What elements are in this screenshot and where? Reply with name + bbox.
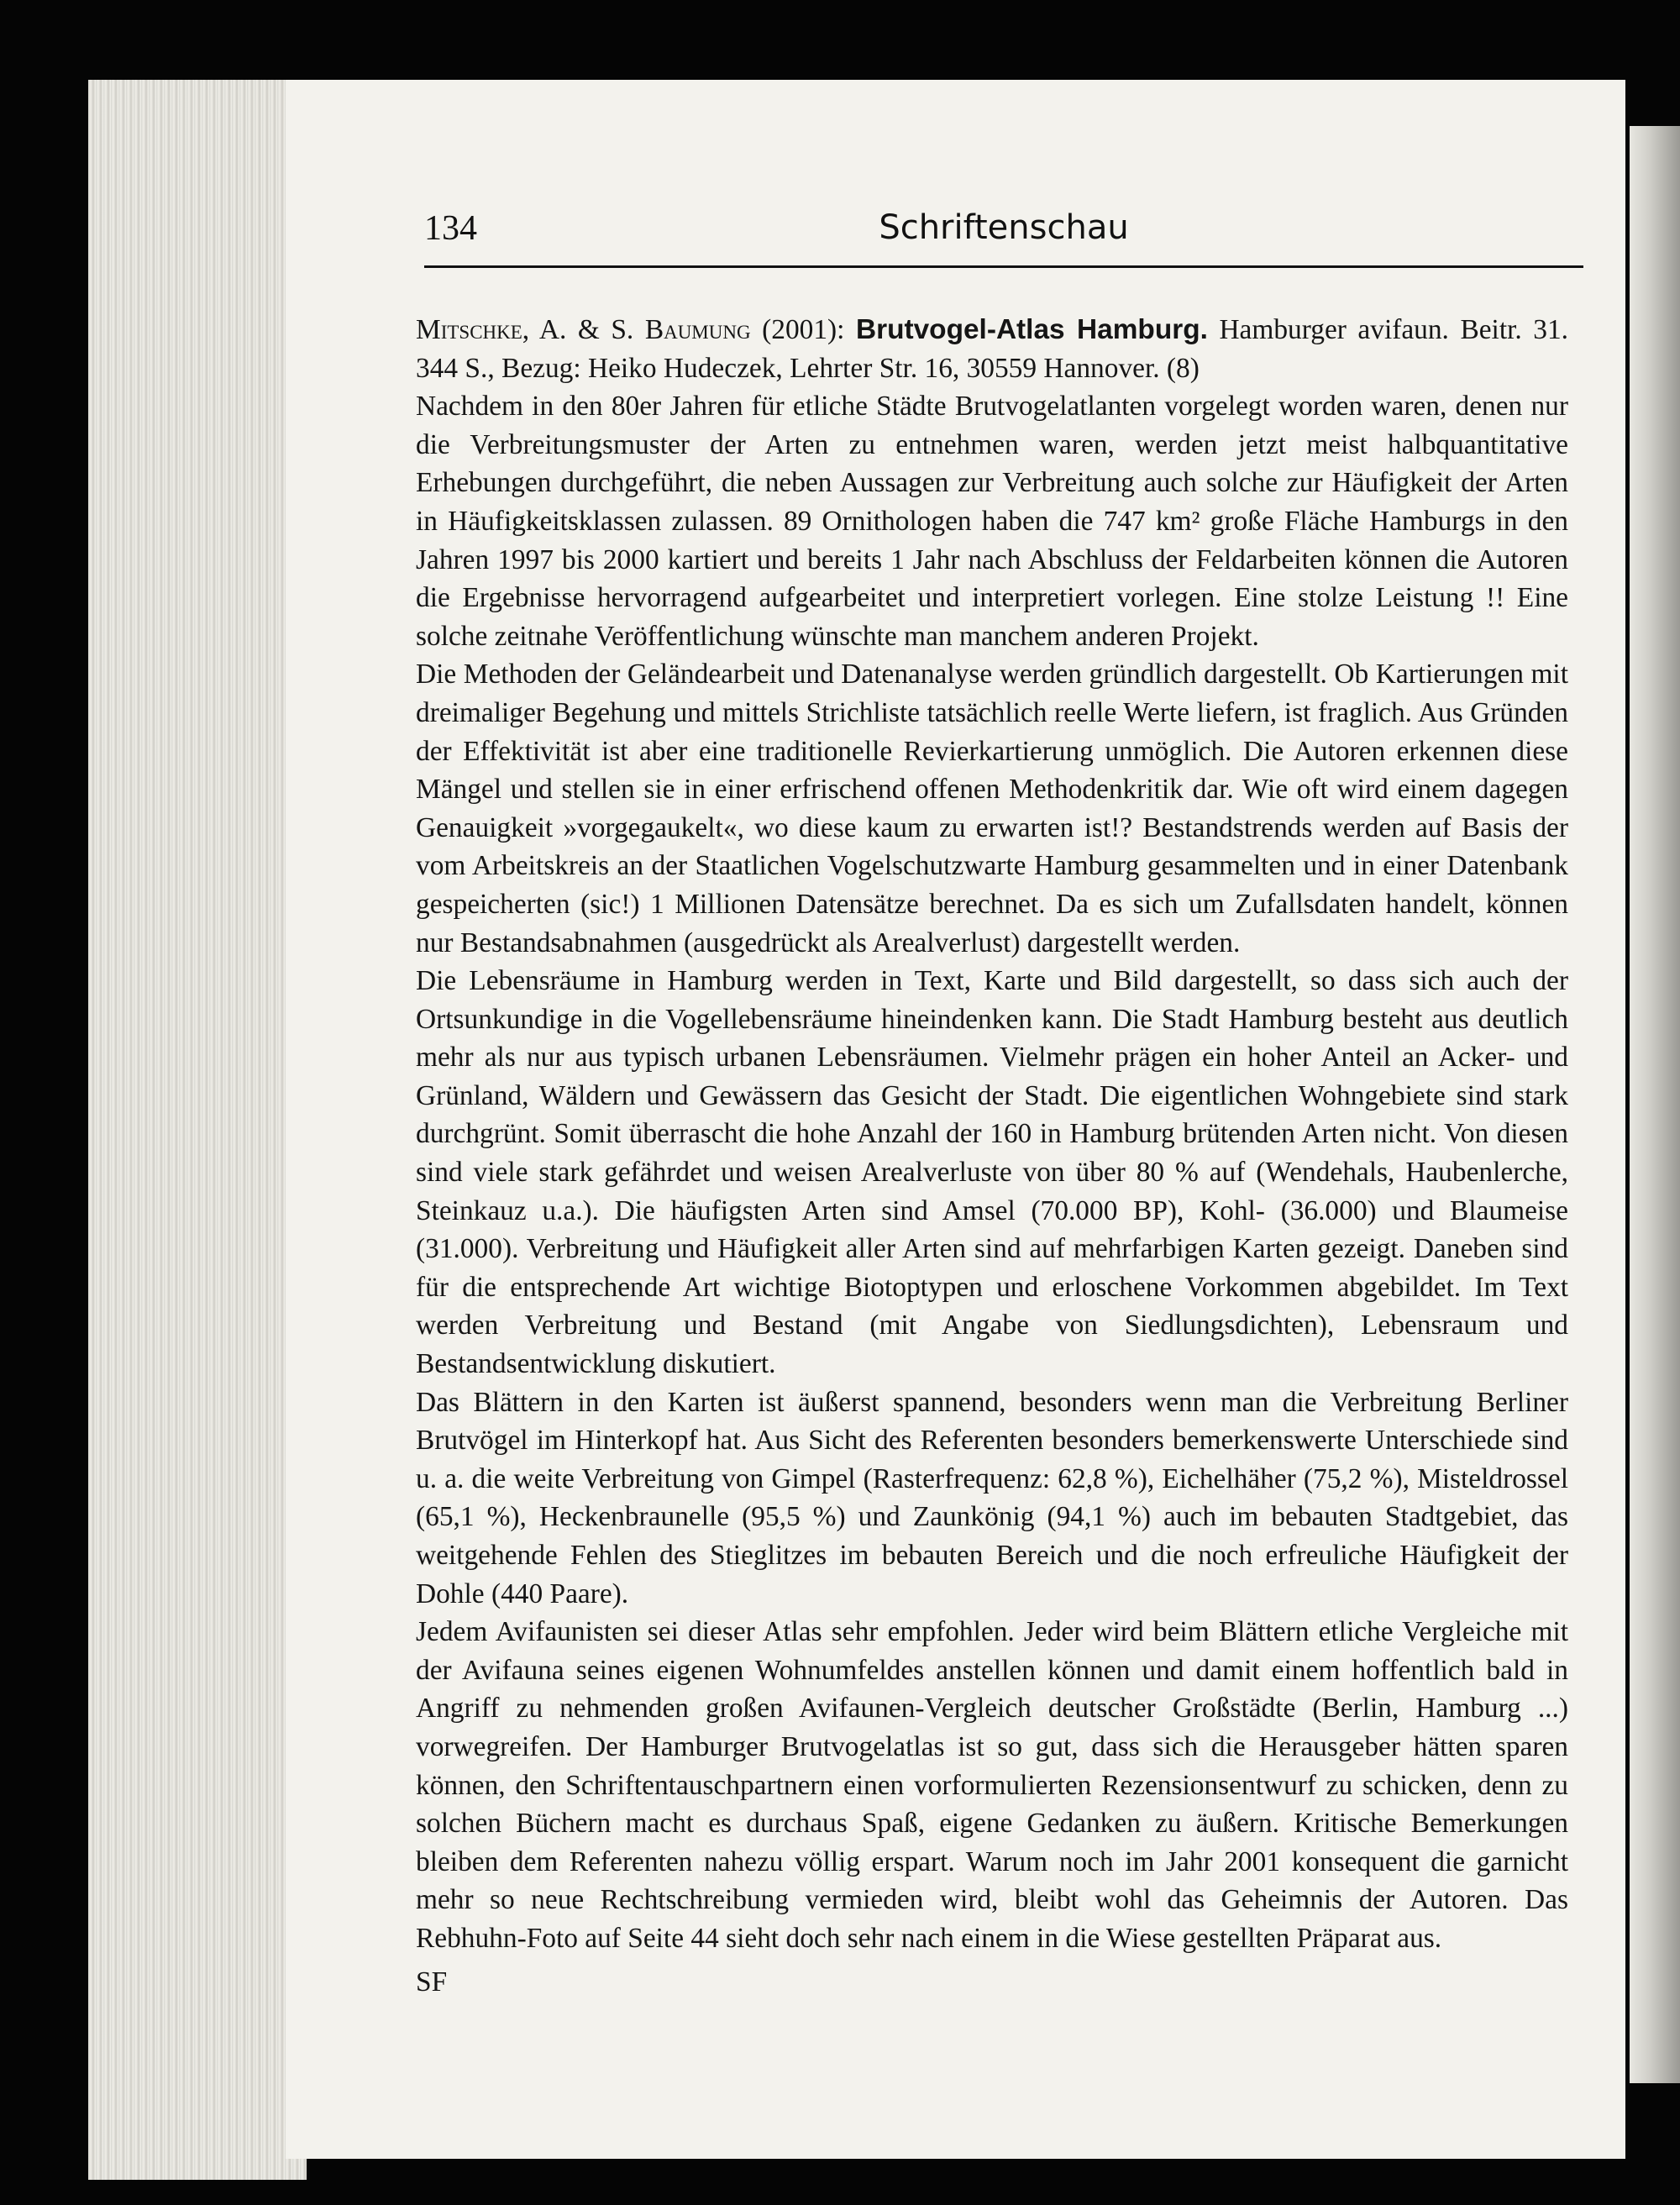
review-text — [416, 311, 1568, 2001]
paragraph: Die Lebensräume in Hamburg werden in Text, Karte und Bild dargestellt, so dass sich auch der Ortsunkundige in die Vogellebensräume hineindenken kann. Die Stadt Hamburg besteht aus deutlich mehr als nur aus typisch urbanen Lebensräumen. Vielmehr prägen ein hoher Anteil an Acker- und Grünland, Wäldern und Gewässern das Gesicht der Stadt. Die eigentlichen Wohngebiete sind stark durchgrünt. Somit überrascht die hohe Anzahl der 160 in Hamburg brütenden Arten nicht. Von diesen sind viele stark gefährdet und weisen Arealverluste von über 80 % auf (Wendehals, Haubenlerche, Steinkauz u.a.). Die häufigsten Arten sind Amsel (70.000 BP), Kohl- (36.000) und Blaumeise (31.000). Verbreitung und Häufigkeit aller Arten sind auf mehrfarbigen Karten gezeigt. Daneben sind für die entsprechende Art wichtige Biotoptypen und erloschene Vorkommen abgebildet. Im Text werden Verbreitung und Bestand (mit Angabe von Siedlungsdichten), Lebensraum und Bestandsentwicklung diskutiert. — [416, 965, 1568, 1380]
running-title: Schriftenschau — [879, 208, 1129, 247]
paragraph: Jedem Avifaunisten sei dieser Atlas sehr empfohlen. Jeder wird beim Blättern etliche Vergleiche mit der Avifauna seines eigenen Wohnumfeldes anstellen können und damit einem hoffentlich bald in Angriff zu nehmenden großen Avifaunen-Vergleich deutscher Großstädte (Berlin, Hamburg ...) vorwegreifen. Der Hamburger Brutvogelatlas ist so gut, dass sich die Herausgeber hätten sparen können, den Schriftentauschpartnern einen vorformulierten Rezensionsentwurf zu schicken, denn zu solchen Büchern macht es durchaus Spaß, eigene Gedanken zu äußern. Kritische Bemerkungen bleiben dem Referenten nahezu völlig erspart. Warum noch im Jahr 2001 konsequent die garnicht mehr so neue Rechtschreibung vermieden wird, bleibt wohl das Geheimnis der Autoren. Das Rebhuhn-Foto auf Seite 44 sieht doch sehr nach einem in die Wiese gestellten Präparat aus. — [416, 1616, 1568, 1954]
citation-details: Hamburger avifaun. Beitr. 31. 344 S., Bezug: Heiko Hudeczek, Lehrter Str. 16, 30559 Hannover. (8) — [416, 314, 1568, 384]
paragraph: Das Blättern in den Karten ist äußerst spannend, besonders wenn man die Verbreitung Berliner Brutvögel im Hinterkopf hat. Aus Sicht des Referenten besonders bemerkenswerte Unterschiede sind u. a. die weite Verbreitung von Gimpel (Rasterfrequenz: 62,8 %), Eichelhäher (75,2 %), Misteldrossel (65,1 %), Heckenbraunelle (95,5 %) und Zaunkönig (94,1 %) auch im bebauten Stadtgebiet, das weitgehende Fehlen des Stieglitzes im bebauten Bereich und die noch erfreuliche Häufigkeit der Dohle (440 Paare). — [416, 1386, 1568, 1609]
citation — [416, 311, 1568, 387]
citation-title: Brutvogel-Atlas Hamburg. — [855, 314, 1208, 345]
page-header — [424, 208, 1583, 268]
facing-page-edge — [1630, 126, 1680, 2083]
paragraph: Nachdem in den 80er Jahren für etliche Städte Brutvogelatlanten vorgelegt worden waren, denen nur die Verbreitungsmuster der Arten zu entnehmen waren, werden jetzt meist halbquantitative Erhebungen durchgeführt, die neben Aussagen zur Verbreitung auch solche zur Häufigkeit der Arten in Häufigkeitsklassen zulassen. 89 Ornithologen haben die 747 km² große Fläche Hamburgs in den Jahren 1997 bis 2000 kartiert und bereits 1 Jahr nach Abschluss der Feldarbeiten können die Autoren die Ergebnisse hervorragend aufgearbeitet und interpretiert vorlegen. Eine stolze Leistung !! Eine solche zeitnahe Veröffentlichung wünschte man manchem anderen Projekt. — [416, 391, 1568, 652]
reviewer-signature: SF — [416, 1966, 448, 1998]
paragraph: Die Methoden der Geländearbeit und Datenanalyse werden gründlich dargestellt. Ob Kartierungen mit dreimaliger Begehung und mittels Strichliste tatsächlich reelle Werte liefern, ist fraglich. Aus Gründen der Effektivität ist aber eine traditionelle Revierkartierung unmöglich. Die Autoren erkennen diese Mängel und stellen sie in einer erfrischend offenen Methodenkritik dar. Wie oft wird einem dagegen Genauigkeit »vorgegaukelt«, wo diese kaum zu erwarten ist!? Bestandstrends werden auf Basis der vom Arbeitskreis an der Staatlichen Vogelschutzwarte Hamburg gesammelten und in einer Datenbank gespeicherten (sic!) 1 Millionen Datensätze berechnet. Da es sich um Zufallsdaten handelt, können nur Bestandsabnahmen (ausgedrückt als Arealverlust) dargestellt werden. — [416, 659, 1568, 958]
citation-authors: Mitschke, A. & S. Baumung — [416, 314, 751, 345]
page-number: 134 — [424, 209, 477, 248]
page-stack-edges — [88, 80, 307, 2180]
citation-year: (2001): — [750, 314, 856, 345]
